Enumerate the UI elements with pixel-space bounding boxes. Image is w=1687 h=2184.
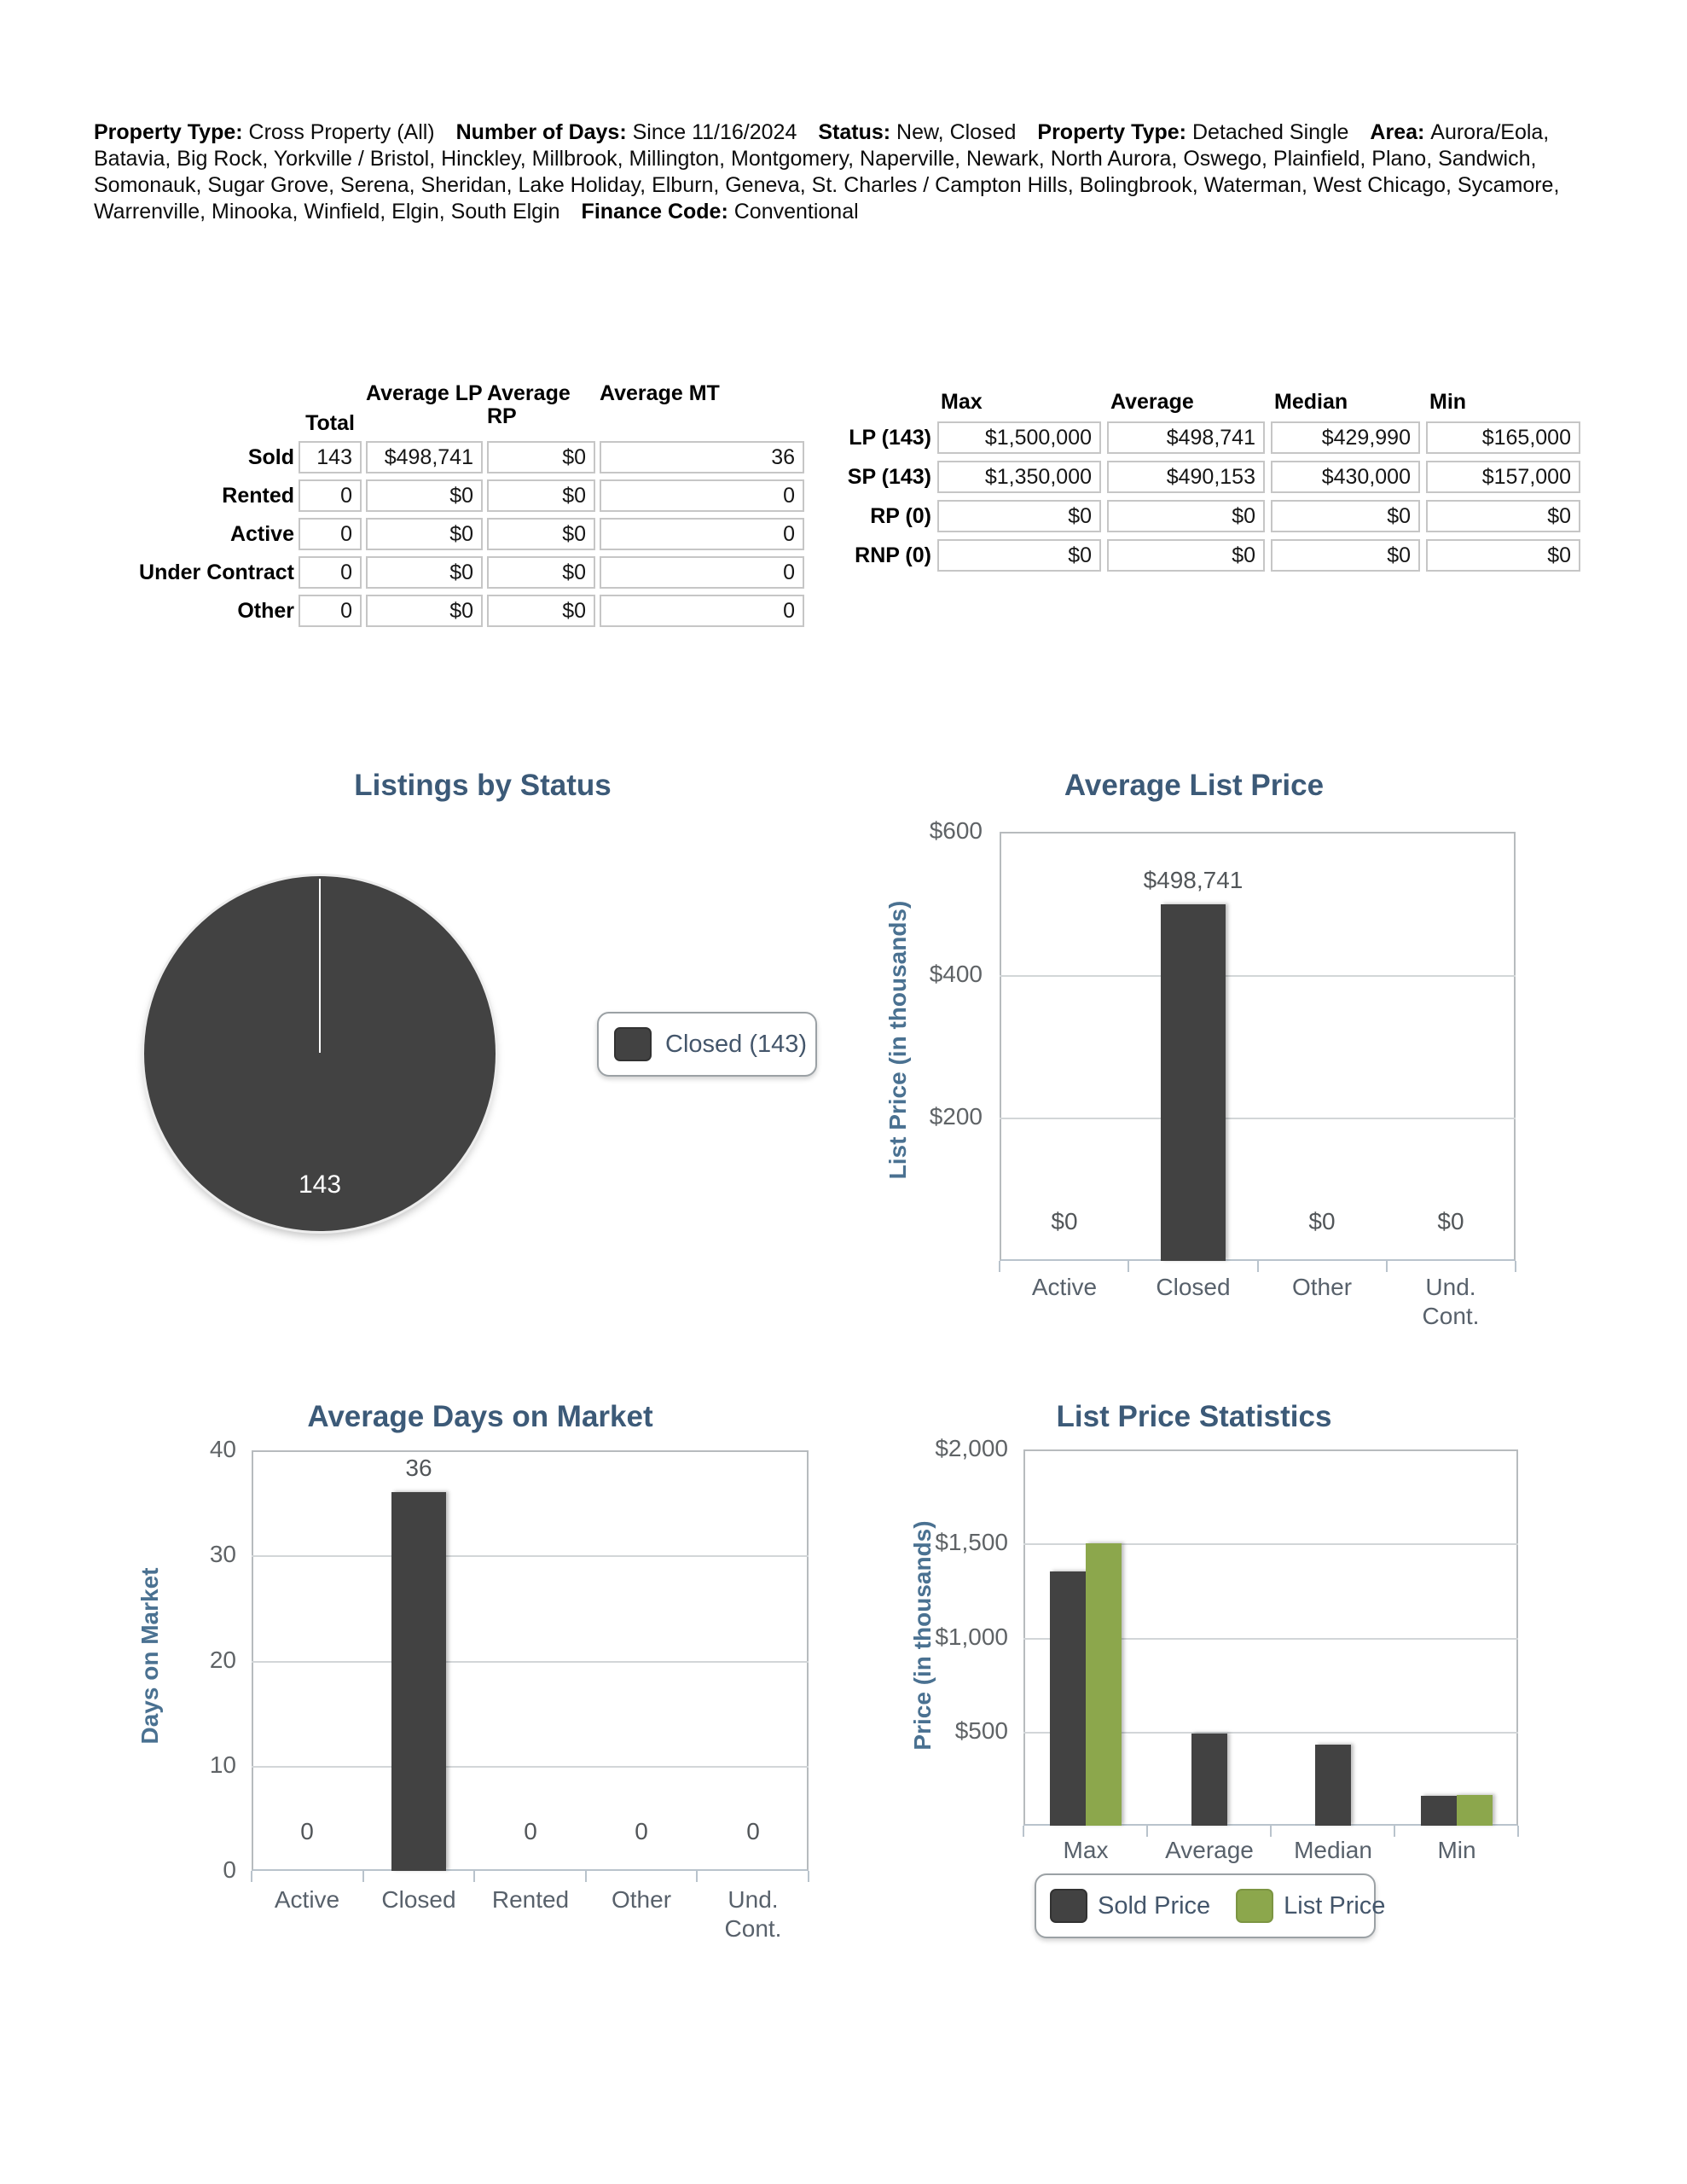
table-cell: $0 — [487, 556, 595, 589]
report-criteria-text — [94, 119, 1605, 225]
y-tick-label: 0 — [223, 1856, 236, 1883]
x-category-label: Active — [274, 1886, 340, 1913]
gridline — [1000, 1118, 1516, 1119]
gridline — [1000, 975, 1516, 977]
table-cell: 0 — [299, 556, 362, 589]
y-tick-label: 40 — [209, 1436, 236, 1462]
column-header: Average — [1110, 390, 1194, 414]
y-tick-label: $2,000 — [935, 1435, 1008, 1461]
pie-slice-value-label: 143 — [298, 1170, 342, 1199]
list-price-legend-label: List Price — [1284, 1891, 1386, 1920]
status-summary-table — [128, 382, 804, 627]
row-label: LP (143) — [849, 425, 931, 450]
list-price-statistics-title: List Price Statistics — [1056, 1400, 1332, 1433]
x-tick — [362, 1871, 364, 1882]
table-cell: $430,000 — [1271, 461, 1420, 493]
table-cell: $0 — [937, 500, 1101, 532]
table-cell: 0 — [299, 595, 362, 627]
x-category-label: Und. Cont. — [1422, 1274, 1480, 1329]
column-header: Median — [1274, 390, 1348, 414]
x-category-label: Active — [1031, 1274, 1098, 1300]
pie-legend-label: Closed (143) — [665, 1030, 808, 1058]
table-cell: $0 — [366, 556, 483, 589]
row-label: Rented — [222, 483, 294, 508]
row-label: RP (0) — [870, 503, 931, 528]
sold-price-swatch-icon — [1050, 1889, 1087, 1923]
x-category-label: Min — [1437, 1837, 1476, 1863]
table-cell: 0 — [299, 479, 362, 512]
criteria-value: Detached Single — [1191, 120, 1371, 144]
bar — [1161, 904, 1226, 1261]
table-cell: 36 — [600, 441, 804, 473]
x-tick — [1128, 1261, 1129, 1272]
table-cell: 0 — [600, 556, 804, 589]
table-cell: $0 — [1271, 539, 1420, 572]
table-cell: 0 — [600, 479, 804, 512]
criteria-value: Conventional — [733, 200, 859, 224]
x-category-label: Other — [611, 1886, 672, 1913]
table-cell: $0 — [366, 479, 483, 512]
y-tick-label: $1,500 — [935, 1529, 1008, 1555]
x-category-label: Rented — [491, 1886, 570, 1913]
criteria-value: New, Closed — [896, 120, 1038, 144]
table-cell: $0 — [1107, 539, 1265, 572]
pie-legend — [597, 1012, 817, 1077]
bar-value-label: 0 — [524, 1818, 537, 1844]
x-tick — [1386, 1261, 1388, 1272]
table-cell: $157,000 — [1426, 461, 1580, 493]
listings-by-status-pie-chart — [144, 876, 496, 1231]
criteria-label: Property Type: — [94, 120, 249, 144]
x-tick — [585, 1871, 587, 1882]
row-label: Active — [229, 521, 294, 546]
column-header: Max — [941, 390, 983, 414]
row-label: Under Contract — [139, 560, 294, 584]
table-cell: $498,741 — [1107, 421, 1265, 454]
table-cell: $0 — [487, 595, 595, 627]
column-header: Average LP — [366, 381, 483, 405]
table-cell: $0 — [937, 539, 1101, 572]
y-tick-label: 10 — [209, 1751, 236, 1778]
gridline — [252, 1555, 809, 1557]
x-category-label: Max — [1063, 1837, 1109, 1863]
bar-value-label: $0 — [1437, 1208, 1464, 1234]
criteria-label: Area: — [1370, 120, 1431, 144]
bar — [1191, 1734, 1227, 1826]
criteria-label: Finance Code: — [581, 200, 734, 224]
bar — [391, 1492, 446, 1871]
bar — [1457, 1795, 1493, 1826]
x-tick — [1515, 1261, 1516, 1272]
table-cell: $0 — [1107, 500, 1265, 532]
x-category-label: Other — [1291, 1274, 1353, 1300]
list-price-statistics-y-axis-title: Price (in thousands) — [909, 1520, 936, 1751]
y-tick-label: 20 — [209, 1647, 236, 1673]
table-cell: $0 — [1271, 500, 1420, 532]
sold-price-legend-label: Sold Price — [1098, 1891, 1211, 1920]
criteria-label: Property Type: — [1037, 120, 1192, 144]
criteria-label: Status: — [818, 120, 897, 144]
table-corner — [778, 380, 931, 415]
bar-value-label: 0 — [300, 1818, 314, 1844]
x-category-label: Closed — [381, 1886, 456, 1913]
table-cell: 0 — [600, 595, 804, 627]
table-cell: $0 — [1426, 539, 1580, 572]
y-tick-label: $200 — [929, 1103, 983, 1130]
table-cell: $1,500,000 — [937, 421, 1101, 454]
bar-value-label: $0 — [1051, 1208, 1078, 1234]
average-days-on-market-title: Average Days on Market — [307, 1400, 653, 1433]
table-cell: $0 — [487, 479, 595, 512]
row-label: SP (143) — [847, 464, 931, 489]
average-list-price-y-axis-title: List Price (in thousands) — [884, 900, 911, 1180]
criteria-value: Since 11/16/2024 — [632, 120, 819, 144]
table-cell: $0 — [366, 518, 483, 550]
row-label: Other — [237, 598, 294, 623]
bar-value-label: $498,741 — [1143, 867, 1244, 893]
x-category-label: Und. Cont. — [724, 1886, 782, 1942]
y-tick-label: $400 — [929, 961, 983, 987]
x-tick — [251, 1871, 252, 1882]
x-category-label: Closed — [1156, 1274, 1231, 1300]
x-tick — [696, 1871, 698, 1882]
criteria-value: Cross Property (All) — [248, 120, 456, 144]
table-cell: $165,000 — [1426, 421, 1580, 454]
x-tick — [808, 1871, 809, 1882]
table-cell: 0 — [299, 518, 362, 550]
price-statistics-table — [778, 380, 1580, 572]
bar — [1315, 1745, 1351, 1826]
pie-chart-title: Listings by Status — [354, 769, 612, 802]
bar — [1050, 1571, 1086, 1826]
table-cell: $498,741 — [366, 441, 483, 473]
plot-area — [1000, 832, 1516, 1261]
table-cell: $1,350,000 — [937, 461, 1101, 493]
table-corner — [128, 382, 294, 435]
row-label: RNP (0) — [855, 543, 931, 567]
pie-slice-divider — [319, 879, 321, 1053]
criteria-value: Aurora/Eola, Batavia, Big Rock, Yorkville / Bristol, Hinckley, Millbrook, Millington, Montgomery, Naperville, Newark, North Aurora, Oswego, Plainfield, Plano, Sandwich, Somonauk, Sugar Grove, Serena, Sheridan, Lake Holiday, Elburn, Geneva, St. Charles / Campton Hills, Bolingbrook, Waterman, West Chicago, Sycamore, Warrenville, Minooka, Winfield, Elgin, South Elgin — [94, 120, 1560, 224]
gridline — [252, 1766, 809, 1768]
y-tick-label: $500 — [954, 1717, 1008, 1744]
bar — [1086, 1543, 1122, 1826]
x-tick — [999, 1261, 1000, 1272]
y-tick-label: $1,000 — [935, 1623, 1008, 1650]
table-cell: $0 — [1426, 500, 1580, 532]
average-list-price-title: Average List Price — [1064, 769, 1325, 802]
list-price-swatch-icon — [1236, 1889, 1273, 1923]
average-days-on-market-y-axis-title: Days on Market — [136, 1567, 163, 1745]
table-cell: 143 — [299, 441, 362, 473]
bar — [1421, 1796, 1457, 1826]
list-price-statistics-legend — [1035, 1873, 1386, 1938]
column-header: Average MT — [600, 381, 720, 405]
table-cell: $0 — [366, 595, 483, 627]
table-cell: $429,990 — [1271, 421, 1420, 454]
table-cell: $490,153 — [1107, 461, 1265, 493]
column-header: Average RP — [487, 381, 571, 428]
row-label: Sold — [247, 444, 294, 469]
bar-value-label: 0 — [635, 1818, 648, 1844]
x-category-label: Average — [1165, 1837, 1254, 1863]
table-cell: $0 — [487, 441, 595, 473]
column-header: Total — [305, 411, 355, 435]
column-header: Min — [1429, 390, 1467, 414]
x-tick — [1257, 1261, 1259, 1272]
y-tick-label: 30 — [209, 1541, 236, 1567]
table-cell: 0 — [600, 518, 804, 550]
table-cell: $0 — [487, 518, 595, 550]
x-category-label: Median — [1294, 1837, 1372, 1863]
bar-value-label: $0 — [1308, 1208, 1336, 1234]
gridline — [252, 1661, 809, 1663]
criteria-label: Number of Days: — [455, 120, 633, 144]
y-tick-label: $600 — [929, 817, 983, 844]
bar-value-label: 0 — [746, 1818, 760, 1844]
closed-series-swatch-icon — [614, 1027, 652, 1061]
bar-value-label: 36 — [405, 1455, 432, 1481]
x-tick — [473, 1871, 475, 1882]
